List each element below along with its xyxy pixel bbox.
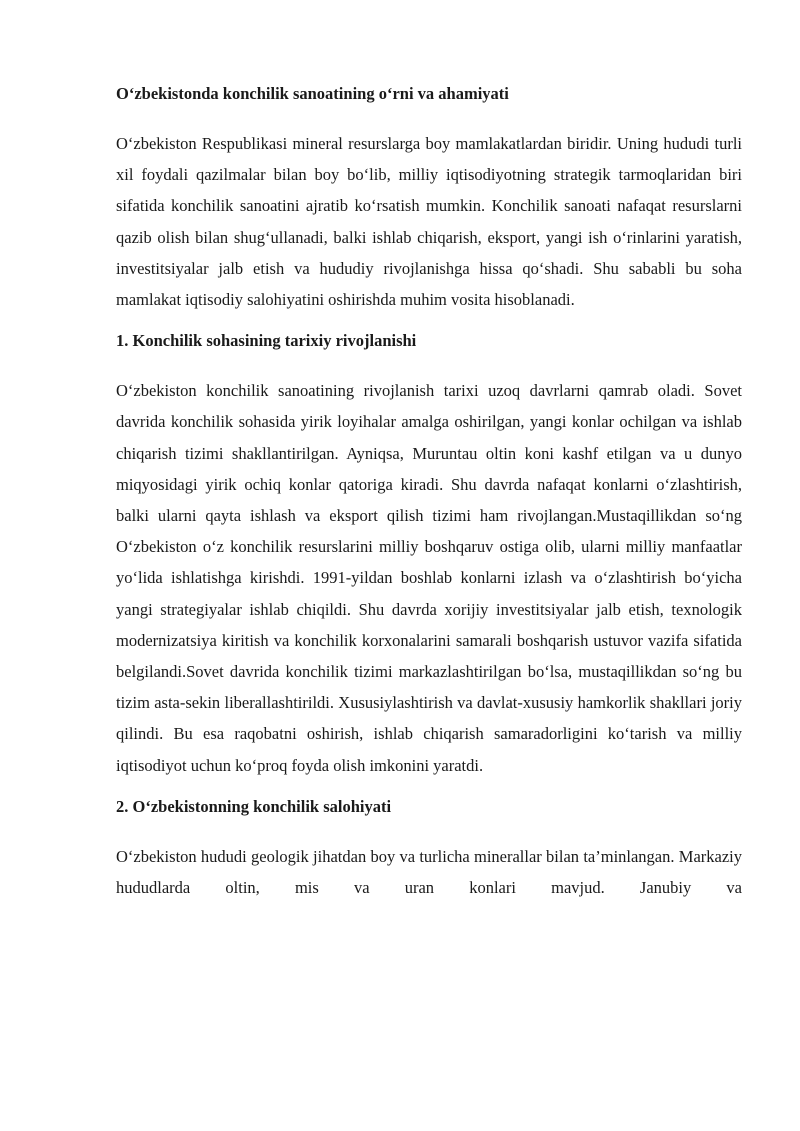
document-title: O‘zbekistonda konchilik sanoatining o‘rni va ahamiyati [116, 84, 509, 103]
section-paragraph-history: O‘zbekiston konchilik sanoatining rivojlanish tarixi uzoq davrlarni qamrab oladi. Sovet davrida konchilik sohasida yirik loyihalar amalga oshirilgan, yangi konlar ochilgan va ishlab chiqarish tizimi shakllantirilgan. Ayniqsa, Muruntau oltin koni kashf etilgan va u dunyo miqyosidagi yirik ochiq konlar qatoriga kiradi. Shu davrda nafaqat konlarni o‘zlashtirish, balki ularni qayta ishlash va eksport qilish tizimi ham rivojlangan.Mustaqillikdan so‘ng O‘zbekiston o‘z konchilik resurslarini milliy boshqaruv ostiga olib, ularni milliy manfaatlar yo‘lida ishlatishga kirishdi. 1991-yildan boshlab konlarni izlash va o‘zlashtirish bo‘yicha yangi strategiyalar ishlab chiqildi. Shu davrda xorijiy investitsiyalar jalb etish, texnologik modernizatsiya kiritish va konchilik korxonalarini samarali boshqarish ustuvor vazifa sifatida belgilandi.Sovet davrida konchilik tizimi markazlashtirilgan bo‘lsa, mustaqillikdan so‘ng bu tizim asta-sekin liberallashtirildi. Xususiylashtirish va davlat-xususiy hamkorlik shakllari joriy qilindi. Bu esa raqobatni oshirish, ishlab chiqarish samaradorligini ko‘tarish va milliy iqtisodiyot uchun ko‘proq foyda olish imkonini yaratdi. [116, 381, 742, 775]
section-heading-potential: 2. O‘zbekistonning konchilik salohiyati [116, 796, 392, 816]
section-heading-history: 1. Konchilik sohasining tarixiy rivojlanishi [116, 331, 417, 351]
section-paragraph-potential: O‘zbekiston hududi geologik jihatdan boy va turlicha minerallar bilan ta’minlangan. Markaziy hududlarda oltin, mis va uran konlari mavjud. Janubiy va [116, 846, 742, 898]
intro-paragraph: O‘zbekiston Respublikasi mineral resurslarga boy mamlakatlardan biridir. Uning hududi turli xil foydali qazilmalar bilan boy bo‘lib, milliy iqtisodiyotning strategik tarmoqlaridan biri sifatida konchilik sanoatini ajratib ko‘rsatish mumkin. Konchilik sanoati nafaqat resurslarni qazib olish bilan shug‘ullanadi, balki ishlab chiqarish, eksport, yangi ish o‘rinlarini yaratish, investitsiyalar jalb etish va hududiy rivojlanishga hissa qo‘shadi. Shu sababli bu soha mamlakat iqtisodiy salohiyatini oshirishda muhim vosita hisoblanadi. [116, 134, 742, 310]
document-page [116, 82, 742, 903]
